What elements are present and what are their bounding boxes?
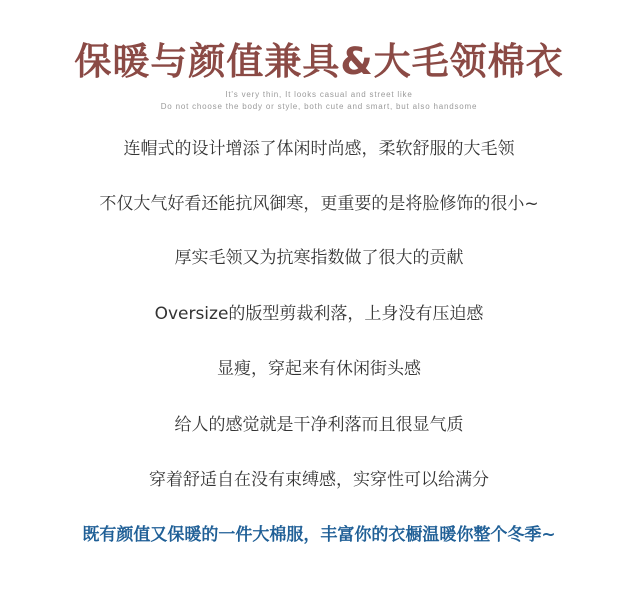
description-line-4: Oversize的版型剪裁利落，上身没有压迫感 (154, 304, 484, 324)
description-line-5: 显瘦，穿起来有休闲街头感 (217, 359, 421, 379)
description-line-7: 穿着舒适自在没有束缚感，实穿性可以给满分 (149, 470, 489, 490)
subtitle-line-2: Do not choose the body or style, both cute and smart, but also handsome (160, 102, 478, 111)
description-line-6: 给人的感觉就是干净利落而且很显气质 (174, 415, 464, 435)
description-line-1: 连帽式的设计增添了体闲时尚感，柔软舒服的大毛领 (123, 139, 515, 159)
description-line-2: 不仅大气好看还能抗风御寒，更重要的是将脸修饰的很小~ (99, 194, 539, 214)
page-title: 保暖与颜值兼具&大毛领棉衣 (74, 40, 564, 83)
subtitle-line-1: It's very thin, It looks casual and street like (225, 90, 413, 99)
description-line-3: 厚实毛领又为抗寒指数做了很大的贡献 (174, 248, 464, 268)
closing-line: 既有颜值又保暖的一件大棉服，丰富你的衣橱温暖你整个冬季~ (82, 525, 556, 545)
